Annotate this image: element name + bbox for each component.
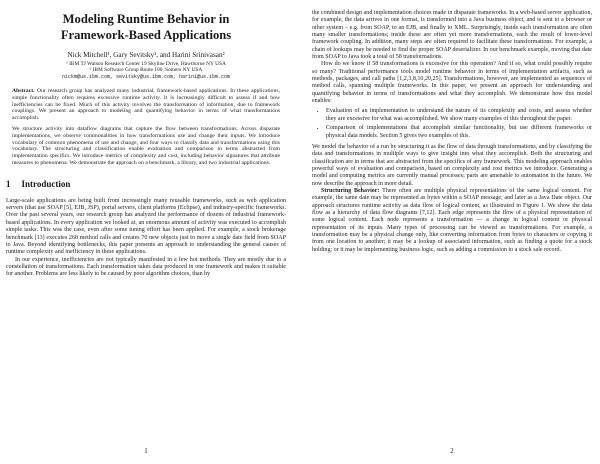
affiliation-1: ¹ IBM TJ Watson Research Center 19 Skyline Drive, Hawthorne NY USA	[66, 61, 226, 67]
list-item: • Evaluation of an implementation to understand the nature of its complexity and costs, and assess whether they are excessive for what was accomplished. We show many examples of this throughout the paper.	[326, 108, 592, 123]
intro-paragraph-2: In our experience, inefficiencies are not typically manifested in a few hot methods. They are mostly due to a constellation of transformations. Each transformation takes data produced in one framework and makes it suitable for another. Problems are less likely to be caused by poor algorithm choices, than by	[6, 256, 286, 278]
runin-heading: Structuring Behavior:	[321, 187, 380, 194]
body-paragraph-4-text: There often are multiple physical representations of the same logical content. For example, the same date may be represented as bytes within a SOAP message, and later as a Java Date object. Our approach structures runtime activity as data flow of logical content, as illustrated in Figure 1. We show the data flow as a hierarchy of data flow diagrams [7,12]. Each edge represents the flow of a physical representation of some logical content. Each node represents a transformation — a change in logical content or physical representation of its inputs. Many types of processing can be viewed as transformations. For example, a transformation may be a physical change only, like converting information from bytes to characters or copying it from one location to another; it may be a lookup of associated information, such as finding a quote for a stock holding; or it may be implementing business logic, such as adding a commission to a stock sale record.	[312, 187, 592, 253]
section-heading	[6, 179, 286, 190]
page-2	[312, 10, 592, 254]
body-paragraph-4	[312, 188, 592, 254]
list-item: • Comparison of implementations that accomplish similar functionality, but use different frameworks or physical data models. Section 5 gives two examples of this.	[326, 125, 592, 140]
title-line-2: Framework-Based Applications	[60, 27, 232, 42]
title-line-1: Modeling Runtime Behavior in	[62, 12, 230, 26]
abstract	[12, 88, 280, 167]
page-1	[6, 10, 286, 279]
section-title: Introduction	[21, 178, 71, 189]
affiliation-2: ² IBM Software Group Route 100, Somers NY USA	[89, 67, 203, 74]
body-paragraph-3: We model the behavior of a run by structuring it as the flow of data through transformations, and by classifying the data and transformations in multiple ways to give insight into what they accomplish. Both the structuring and classification are in terms that are abstracted from the specifics of any framework. This modeling approach enables powerful ways of evaluation and comparison, based on complexity and cost metrics we introduce. Generating a model and computing metrics are currently manual processes; parts are amenable to automation in the future. We now describe the approach in more detail.	[312, 143, 592, 187]
intro-paragraph-1: Large-scale applications are being built from increasingly many reusable frameworks, such as web application servers (that use SOAP [5], EJB, JSP), portal servers, client platforms (Eclipse), and industry-specific frameworks. Over the past several years, our research group has analyzed the performance of dozens of industrial framework-based applications. In every application we looked at, an enormous amount of activity was executed to accomplish simple tasks. This was the case, even after some tuning effort has been applied. For example, a stock brokerage benchmark [13] executes 268 method calls and creates 70 new objects just to move a single date field from SOAP to Java. Beyond identifying bottlenecks, this paper presents an approach to understanding the general causes of runtime complexity and inefficiency in these applications.	[6, 197, 286, 256]
body-paragraph-1: the combined design and implementation choices made in disparate frameworks. In a web-based server application, for example, the data arrives in one format, is transformed into a Java business object, and is sent to a browser or other system – e.g. from SOAP, to an EJB, and finally to XML. Surprisingly, inside each transformation are often many smaller transformations; inside these are often yet more transformations, each the result of lower-level framework coupling. In addition, many steps are often required to facilitate these transformations. For example, a chain of lookups may be needed to find the proper SOAP deserializer. In our benchmark example, moving that date from SOAP to Java took a total of 58 transformations.	[312, 10, 592, 61]
abstract-paragraph-1	[12, 88, 280, 122]
abstract-text-1: Our research group has analyzed many industrial, framework-based applications. In these applications, simple functionality often requires excessive runtime activity. It is increasingly difficult to assess if and how inefficiencies can be fixed. Much of this activity involves the transformation of information, due to framework couplings. We present an approach to modeling and quantifying behavior in terms of what transformations accomplish.	[12, 88, 280, 122]
paper-title	[6, 12, 286, 43]
author-emails: nickm@us.ibm.com, sevitsky@us.ibm.com, harini@us.ibm.com	[61, 73, 231, 80]
abstract-label: Abstract.	[12, 88, 35, 95]
section-number: 1	[6, 178, 11, 189]
page-number-2: 2	[450, 447, 454, 455]
page-number-1: 1	[144, 447, 148, 455]
contribution-list	[312, 108, 592, 139]
authors: Nick Mitchell¹, Gary Sevitsky¹, and Harini Srinivasan²	[67, 51, 225, 59]
abstract-paragraph-2: We structure activity into dataflow diagrams that capture the flow between transformations. Across disparate implementations, we observe commonalities in how transformations use and change their inputs. We introduce vocabulary of common phenomena of use and change, and four ways to classify data and transformations using this vocabulary. The structuring and classification enable evaluation and comparison in terms abstracted from implementation specifics. We introduce metrics of complexity and cost, including behavior signatures that attribute measures to phenomena. We demonstrate the approach on a benchmark, a library, and two industrial applications.	[12, 126, 280, 166]
body-paragraph-2: How do we know if 58 transformations is excessive for this operation? And if so, what could possibly require so many? Traditional performance tools model runtime behavior in terms of implementation artifacts, such as methods, packages, and call paths [1,2,3,8,10,20,25]. Transformations, however, are implemented as sequences of method calls, spanning multiple frameworks. In this paper, we present an approach for understanding and quantifying behavior in terms of transformations and what they accomplish. We demonstrate how this model enables:	[312, 61, 592, 105]
